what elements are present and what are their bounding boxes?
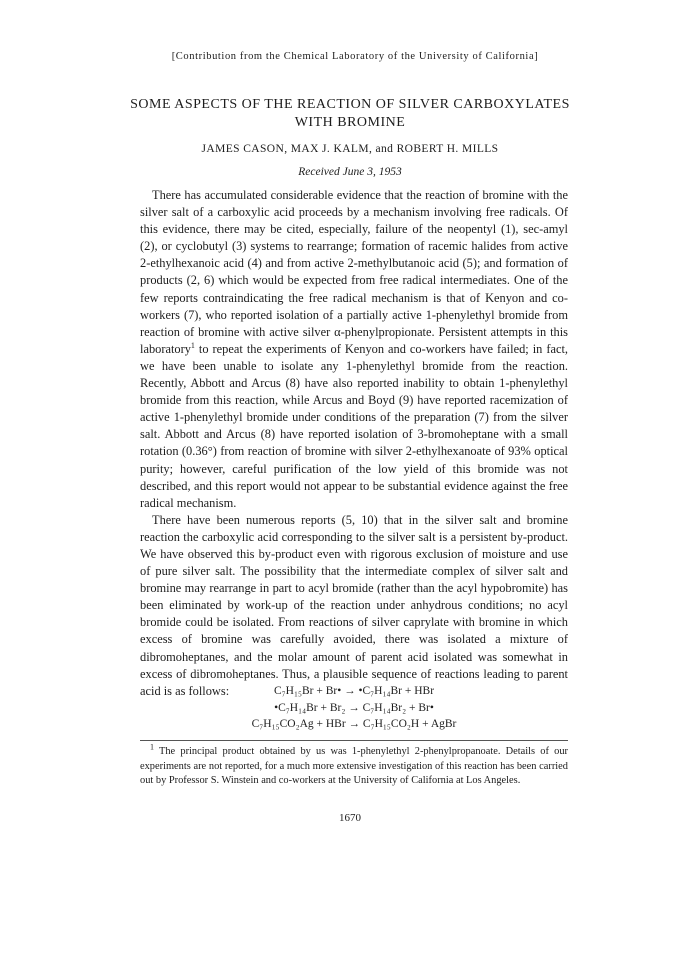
footnote-divider [140, 740, 568, 741]
equation-3: C₇H₁₅CO₂Ag + HBr → C₇H₁₅CO₂H + AgBr [251, 718, 457, 730]
reaction-equations [140, 683, 568, 733]
footnote-text: The principal product obtained by us was 1-phenylethyl 2-phenylpropanoate. Details of our experiments are not reported, for a much more extensive investigation of this reaction has been carried out by Professor S. Winstein and co-workers at the University of California at Los Angeles. [140, 746, 568, 786]
page-number: 1670 [339, 812, 361, 824]
paragraph-2: There have been numerous reports (5, 10) that in the silver salt and bromine reaction the carboxylic acid corresponding to the silver salt is a persistent by-product. We have observed this by-product even with rigorous exclusion of moisture and use of pure silver salt. The possibility that the intermediate complex of silver salt and bromine may rearrange in part to acyl bromide (rather than the acyl hypobromite) has been eliminated by work-up of the reaction under anhydrous conditions; no acyl bromide could be isolated. From reactions of silver caprylate with bromine in which excess of bromine was carefully avoided, there was isolated a mixture of dibromoheptanes, and the molar amount of parent acid isolated was somewhat in excess of dibromoheptanes. Thus, a plausible sequence of reactions leading to parent acid is as follows: [140, 512, 568, 698]
paragraph-1-text-b: to repeat the experiments of Kenyon and co-workers have failed; in fact, we have been unable to isolate any 1-phenylethyl bromide from the reaction. Recently, Abbott and Arcus (8) have also reported inability to obtain 1-phenylethyl bromide from this reaction, while Arcus and Boyd (9) have reported racemization of active 1-phenylethyl bromide under conditions of the preparation (7) from the silver salt. Abbott and Arcus (8) have reported isolation of 3-bromoheptane with a small rotation (0.36°) from reaction of bromine with silver 2-ethylhexanoate of 93% optical purity; however, careful purification of the low yield of this bromide was not described, and this report would not appear to be substantial evidence against the free radical mechanism. [140, 341, 568, 510]
article-title: SOME ASPECTS OF THE REACTION OF SILVER CARBOXYLATES WITH BROMINE [130, 97, 570, 130]
footnote-paragraph [140, 742, 568, 789]
footnote [140, 742, 568, 789]
author-line: JAMES CASON, MAX J. KALM, and ROBERT H. MILLS [201, 143, 499, 155]
article-body [140, 187, 568, 700]
paragraph-1 [140, 187, 568, 512]
received-date: Received June 3, 1953 [298, 166, 402, 178]
paragraph-1-text-a: There has accumulated considerable evidence that the reaction of bromine with the silver salt of a carboxylic acid proceeds by a mechanism involving free radicals. Of this evidence, there may be cited, especially, failure of the neopentyl (1), sec-amyl (2), or cyclobutyl (3) systems to rearrange; formation of racemic halides from active 2-ethylhexanoic acid (4) and from active 2-methylbutanoic acid (5); and formation of products (2, 6) which would be expected from free radical intermediates. One of the few reports contraindicating the free radical mechanism is that of Kenyon and co-workers (7), who reported isolation of a partially active 1-phenylethyl bromide from reaction of bromine with active silver α-phenylpropionate. Persistent attempts in this laboratory [140, 188, 568, 356]
footnote-reference: 1 [190, 340, 195, 350]
equation-2: •C₇H₁₄Br + Br₂ → C₇H₁₄Br₂ + Br• [274, 701, 434, 714]
contribution-line: [Contribution from the Chemical Laboratory of the University of California] [171, 51, 539, 62]
equation-1: C₇H₁₅Br + Br• → •C₇H₁₄Br + HBr [273, 685, 435, 697]
footnote-marker: 1 [150, 742, 154, 752]
